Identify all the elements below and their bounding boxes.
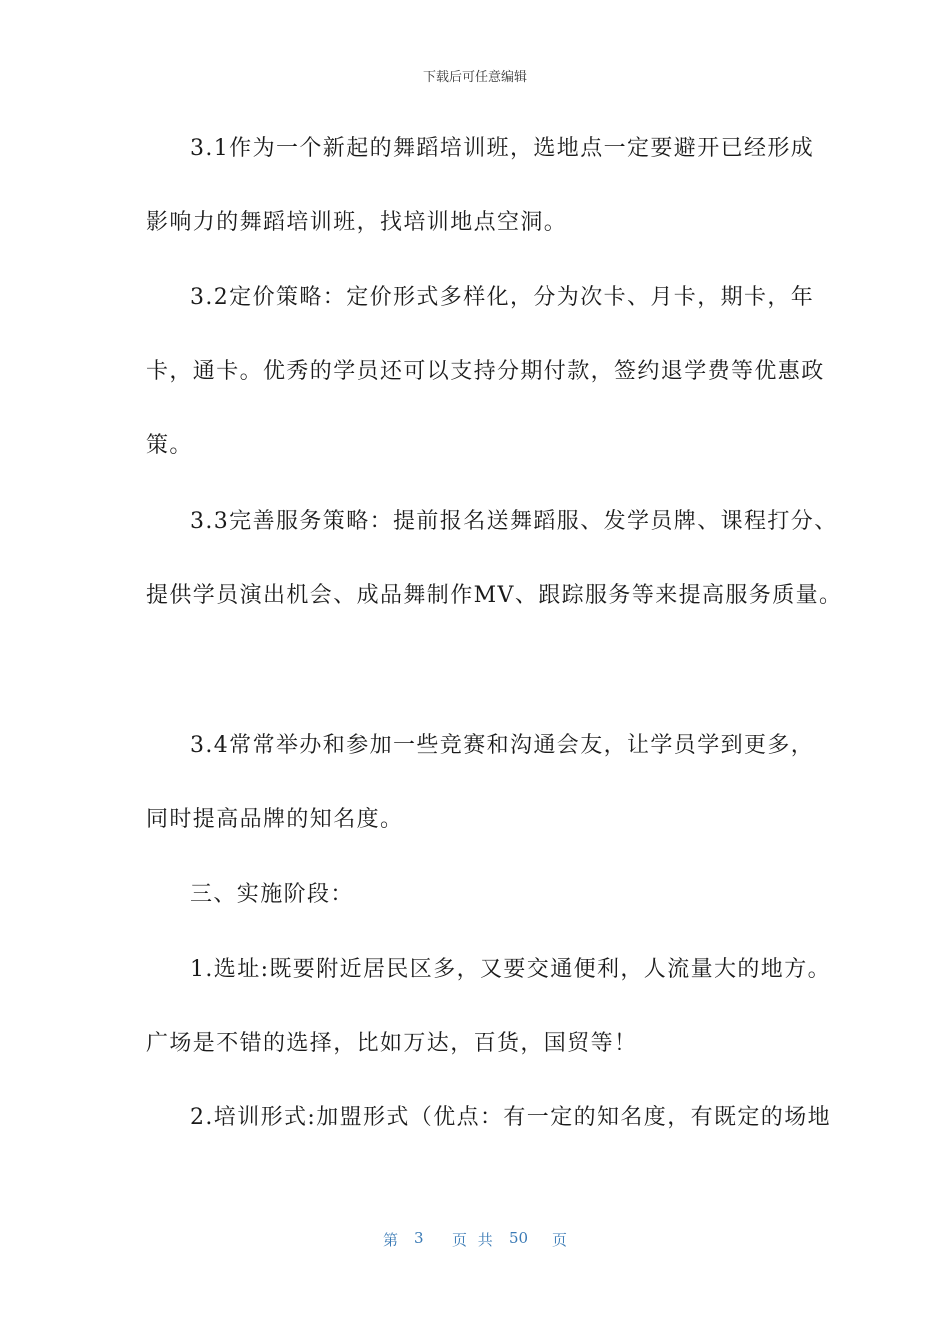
footer-prefix: 第: [383, 1231, 399, 1249]
body-line-3-1-a: 3.1作为一个新起的舞蹈培训班，选地点一定要避开已经形成: [190, 136, 815, 161]
body-line-3-4-a: 3.4常常举办和参加一些竞赛和沟通会友，让学员学到更多，: [190, 733, 815, 758]
body-line-3-1-b: 影响力的舞蹈培训班，找培训地点空洞。: [146, 210, 568, 235]
body-line-site-b: 广场是不错的选择，比如万达，百货，国贸等！: [146, 1031, 638, 1056]
footer-suffix: 页: [552, 1231, 568, 1249]
section-heading-implementation: 三、实施阶段：: [190, 882, 354, 907]
body-line-3-2-c: 策。: [146, 433, 193, 458]
footer-total-pages: 50: [509, 1229, 529, 1247]
body-line-3-4-b: 同时提高品牌的知名度。: [146, 807, 404, 832]
body-line-3-3-b: 提供学员演出机会、成品舞制作MV、跟踪服务等来提高服务质量。: [146, 583, 843, 608]
body-line-3-2-b: 卡，通卡。优秀的学员还可以支持分期付款，签约退学费等优惠政: [146, 359, 825, 384]
body-line-format-a: 2.培训形式:加盟形式（优点：有一定的知名度，有既定的场地: [190, 1105, 832, 1130]
page-header: 下载后可任意编辑: [422, 70, 527, 85]
body-line-3-3-a: 3.3完善服务策略：提前报名送舞蹈服、发学员牌、课程打分、: [190, 509, 838, 534]
footer-mid: 页 共: [452, 1231, 493, 1249]
footer-current-page: 3: [414, 1229, 424, 1247]
body-line-site-a: 1.选址:既要附近居民区多，又要交通便利，人流量大的地方。: [190, 957, 832, 982]
body-line-3-2-a: 3.2定价策略：定价形式多样化，分为次卡、月卡，期卡，年: [190, 285, 815, 310]
